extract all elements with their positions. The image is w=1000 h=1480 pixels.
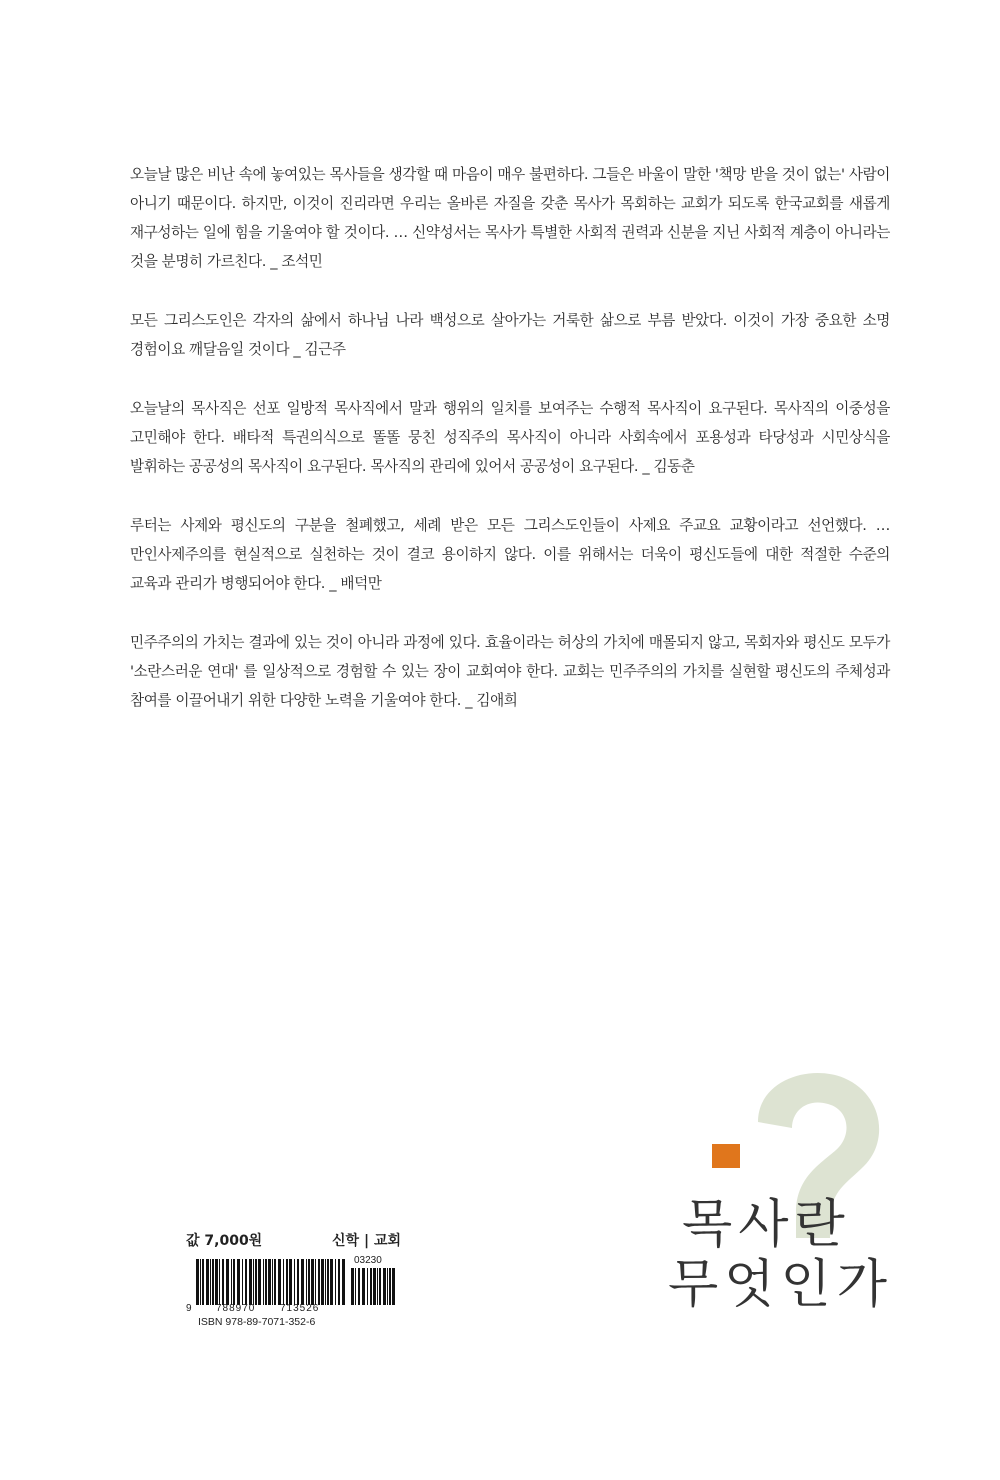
barcode-bar [318,1259,320,1305]
barcode-bar [242,1259,243,1305]
isbn-number: ISBN 978-89-7071-352-6 [198,1316,316,1328]
barcode-bar [370,1268,372,1305]
barcode-bar [210,1259,211,1305]
quote-1: 오늘날 많은 비난 속에 놓여있는 목사들을 생각할 때 마음이 매우 불편하다. 그들은 바울이 말한 '책망 받을 것이 없는' 사람이 아니기 때문이다. 하지만, 이것이 진리라면 우리는 올바른 자질을 갖춘 목사가 목회하는 교회가 되도록 한국교회를 새롭게 재구성하는 일에 힘을 기울여야 할 것이다. … 신약성서는 목사가 특별한 사회적 권력과 신분을 지닌 사회적 계층이 아니라는 것을 분명히 가르친다. _ 조석민 [130,166,890,270]
barcode-bar [315,1259,316,1305]
barcode-bar [311,1259,314,1305]
barcode-bar [362,1268,365,1305]
barcode-bar [392,1268,395,1305]
barcode-bar [297,1259,299,1305]
barcode-bar [265,1259,267,1305]
accent-square [712,1144,740,1168]
barcode-bar [245,1259,247,1305]
barcode-bar [355,1268,356,1305]
barcode-bar [301,1259,304,1305]
barcode-bar [263,1259,264,1305]
barcode-bar [255,1259,257,1305]
barcode-bar [367,1268,368,1305]
barcode-addon-bars [351,1268,396,1305]
isbn-barcode [186,1255,401,1330]
barcode-bar [294,1259,295,1305]
barcode-bar [379,1268,381,1305]
back-cover-quotes [130,160,890,745]
barcode-lead-digit: 9 [186,1303,193,1314]
category-label: 신학 | 교회 [332,1233,401,1249]
barcode-bar [215,1259,218,1305]
barcode-bar [233,1259,235,1305]
barcode-main-bars [196,1259,346,1305]
barcode-bar [200,1259,201,1305]
barcode-bar [321,1259,324,1305]
barcode-bar [289,1259,292,1305]
barcode-bar [202,1259,204,1305]
barcode-bar [231,1259,232,1305]
barcode-bar [373,1268,376,1305]
barcode-bar [237,1259,240,1305]
barcode-right-digits: 713526 [280,1303,320,1314]
barcode-bar [389,1268,391,1305]
barcode-left-digits: 788970 [216,1303,256,1314]
price-label: 값 7,000원 [186,1233,263,1249]
quote-5: 민주주의의 가치는 결과에 있는 것이 아니라 과정에 있다. 효율이라는 허상의 가치에 매몰되지 않고, 목회자와 평신도 모두가 '소란스러운 연대' 를 일상적으로 경험할 수 있는 장이 교회여야 한다. 교회는 민주주의의 가치를 실현할 평신도의 주체성과 참여를 이끌어내기 위한 다양한 노력을 기울여야 한다. _ 김애희 [130,634,890,709]
barcode-bar [342,1259,345,1305]
logo-title-line2: 무엇인가 [668,1255,893,1315]
barcode-bar [212,1259,214,1305]
logo-title-line1: 목사란 [682,1195,851,1255]
barcode-bar [387,1268,388,1305]
barcode-bar [377,1268,378,1305]
barcode-bar [351,1268,354,1305]
barcode-bar [272,1259,273,1305]
barcode-bar [222,1259,224,1305]
barcode-bar [358,1268,360,1305]
barcode-bar [206,1259,209,1305]
quote-4: 루터는 사제와 평신도의 구분을 철폐했고, 세례 받은 모든 그리스도인들이 사제요 주교요 교황이라고 선언했다. … 만인사제주의를 현실적으로 실천하는 것이 결코 용이하지 않다. 이를 위해서는 더욱이 평신도들에 대한 적절한 수준의 교육과 관리가 병행되어야 한다. _ 배덕만 [130,517,890,592]
barcode-bar [196,1259,199,1305]
barcode-bar [219,1259,220,1305]
quote-2: 모든 그리스도인은 각자의 삶에서 하나님 나라 백성으로 살아가는 거룩한 삶으로 부름 받았다. 이것이 가장 중요한 소명 경험이요 깨달음일 것이다 _ 김근주 [130,312,890,358]
barcode-bar [338,1259,340,1305]
title-logo [660,1060,900,1320]
quote-3: 오늘날의 목사직은 선포 일방적 목사직에서 말과 행위의 일치를 보여주는 수행적 목사직이 요구된다. 목사직의 이중성을 고민해야 한다. 배타적 특권의식으로 똘똘 뭉친 성직주의 목사직이 아니라 사회속에서 포용성과 타당성과 시민상식을 발휘하는 공공성의 목사직이 요구된다. 목사직의 관리에 있어서 공공성이 요구된다. _ 김동춘 [130,400,890,475]
barcode-bar [325,1259,326,1305]
price-category-row [186,1230,401,1252]
barcode-bar [286,1259,288,1305]
barcode-bar [278,1259,281,1305]
barcode-bar [249,1259,252,1305]
barcode-bar [383,1268,386,1305]
barcode-addon-number: 03230 [354,1255,382,1266]
barcode-bar [253,1259,254,1305]
barcode-bar [283,1259,284,1305]
barcode-bar [308,1259,310,1305]
barcode-bar [306,1259,307,1305]
barcode-bar [330,1259,333,1305]
barcode-bar [274,1259,276,1305]
barcode-bar [268,1259,271,1305]
barcode-bar [226,1259,229,1305]
barcode-bar [335,1259,336,1305]
barcode-bar [327,1259,329,1305]
barcode-bar [258,1259,261,1305]
